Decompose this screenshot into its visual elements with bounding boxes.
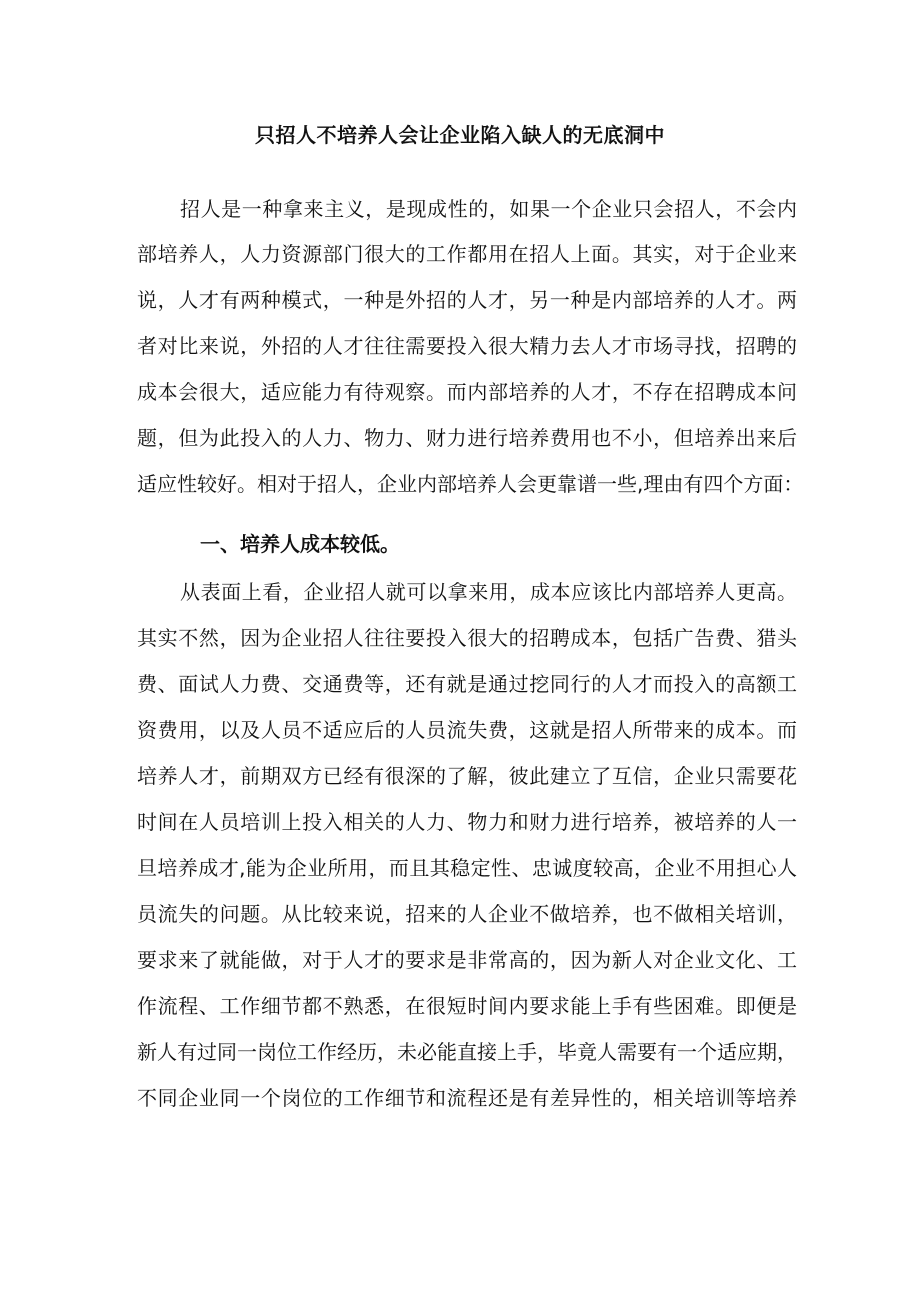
paragraph-line: 资费用，以及人员不适应后的人员流失费，这就是招人所带来的成本。而 — [137, 718, 797, 742]
paragraph-line: 新人有过同一岗位工作经历，未必能直接上手，毕竟人需要有一个适应期， — [137, 1040, 797, 1064]
paragraph-line: 者对比来说，外招的人才往往需要投入很大精力去人才市场寻找，招聘的 — [137, 334, 797, 358]
paragraph-line: 成本会很大，适应能力有待观察。而内部培养的人才，不存在招聘成本问 — [137, 380, 797, 404]
document-title: 只招人不培养人会让企业陷入缺人的无底洞中 — [255, 123, 665, 147]
paragraph-line: 部培养人，人力资源部门很大的工作都用在招人上面。其实，对于企业来 — [137, 242, 797, 266]
paragraph-line: 从表面上看，企业招人就可以拿来用，成本应该比内部培养人更高。 — [180, 580, 797, 604]
paragraph-line: 作流程、工作细节都不熟悉，在很短时间内要求能上手有些困难。即便是 — [137, 994, 797, 1018]
paragraph-line: 费、面试人力费、交通费等，还有就是通过挖同行的人才而投入的高额工 — [137, 672, 797, 696]
paragraph-line: 旦培养成才,能为企业所用，而且其稳定性、忠诚度较高，企业不用担心人 — [137, 856, 797, 880]
paragraph-line: 题，但为此投入的人力、物力、财力进行培养费用也不小，但培养出来后 — [137, 426, 797, 450]
paragraph-line: 说，人才有两种模式，一种是外招的人才，另一种是内部培养的人才。两 — [137, 288, 797, 312]
paragraph-line: 培养人才，前期双方已经有很深的了解，彼此建立了互信，企业只需要花 — [137, 764, 797, 788]
paragraph-line: 要求来了就能做，对于人才的要求是非常高的，因为新人对企业文化、工 — [137, 948, 797, 972]
paragraph-line: 招人是一种拿来主义，是现成性的，如果一个企业只会招人，不会内 — [180, 197, 797, 221]
paragraph-line: 员流失的问题。从比较来说，招来的人企业不做培养，也不做相关培训， — [137, 902, 797, 926]
paragraph-line: 时间在人员培训上投入相关的人力、物力和财力进行培养，被培养的人一 — [137, 810, 797, 834]
paragraph-line: 不同企业同一个岗位的工作细节和流程还是有差异性的，相关培训等培养 — [137, 1086, 797, 1110]
section-heading: 一、培养人成本较低。 — [200, 532, 400, 556]
paragraph-line: 其实不然，因为企业招人往往要投入很大的招聘成本，包括广告费、猎头 — [137, 626, 797, 650]
paragraph-line: 适应性较好。相对于招人，企业内部培养人会更靠谱一些,理由有四个方面： — [137, 472, 804, 496]
